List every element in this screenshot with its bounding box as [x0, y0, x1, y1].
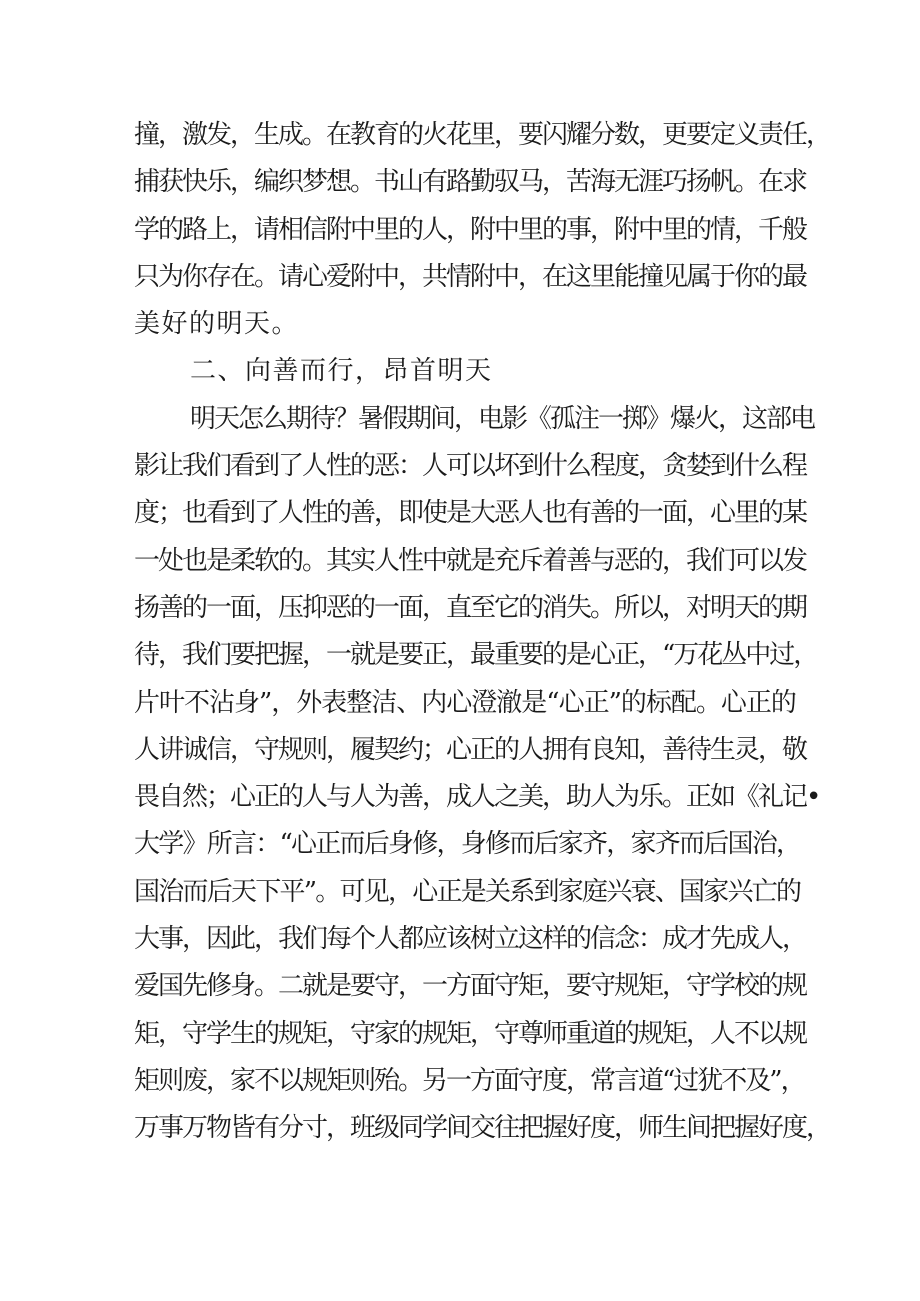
- text-line: 美好的明天。: [134, 309, 300, 340]
- text-line: 学的路上，请相信附中里的人，附中里的事，附中里的情，千般: [134, 214, 807, 245]
- text-line: 大学》所言：“心正而后身修，身修而后家齐，家齐而后国治，: [134, 829, 801, 860]
- text-line: 矩则废，家不以规矩则殆。另一方面守度，常言道“过犹不及”，: [134, 1065, 805, 1096]
- body-text: [134, 112, 831, 1153]
- text-line: 大事，因此，我们每个人都应该树立这样的信念：成才先成人，: [134, 924, 807, 955]
- text-line: 矩，守学生的规矩，守家的规矩，守尊师重道的规矩，人不以规: [134, 1018, 807, 1049]
- text-line: 片叶不沾身”，外表整洁、内心澄澈是“心正”的标配。心正的: [134, 687, 796, 718]
- text-line: 万事万物皆有分寸，班级同学间交往把握好度，师生间把握好度，: [134, 1113, 831, 1144]
- text-line: 度；也看到了人性的善，即使是大恶人也有善的一面，心里的某: [134, 498, 807, 529]
- paragraph-start: 明天怎么期待？暑假期间，电影《孤注一掷》爆火，这部电: [190, 403, 815, 434]
- text-line: 国治而后天下平”。可见，心正是关系到家庭兴衰、国家兴亡的: [134, 876, 801, 907]
- text-line: 捕获快乐，编织梦想。书山有路勤驭马，苦海无涯巧扬帆。在求: [134, 167, 807, 198]
- text-line: 扬善的一面，压抑恶的一面，直至它的消失。所以，对明天的期: [134, 592, 807, 623]
- section-heading: 二、向善而行，昂首明天: [190, 356, 493, 387]
- text-line: 一处也是柔软的。其实人性中就是充斥着善与恶的，我们可以发: [134, 545, 807, 576]
- text-line: 畏自然；心正的人与人为善，成人之美，助人为乐。正如《礼记•: [134, 782, 820, 813]
- text-line: 爱国先修身。二就是要守，一方面守矩，要守规矩，守学校的规: [134, 971, 807, 1002]
- text-line: 只为你存在。请心爱附中，共情附中，在这里能撞见属于你的最: [134, 261, 807, 292]
- text-line: 影让我们看到了人性的恶：人可以坏到什么程度，贪婪到什么程: [134, 451, 807, 482]
- text-line: 人讲诚信，守规则，履契约；心正的人拥有良知，善待生灵，敬: [134, 734, 807, 765]
- text-line: 撞，激发，生成。在教育的火花里，要闪耀分数，更要定义责任，: [134, 120, 831, 150]
- text-line: 待，我们要把握，一就是要正，最重要的是心正，“万花丛中过，: [134, 640, 818, 671]
